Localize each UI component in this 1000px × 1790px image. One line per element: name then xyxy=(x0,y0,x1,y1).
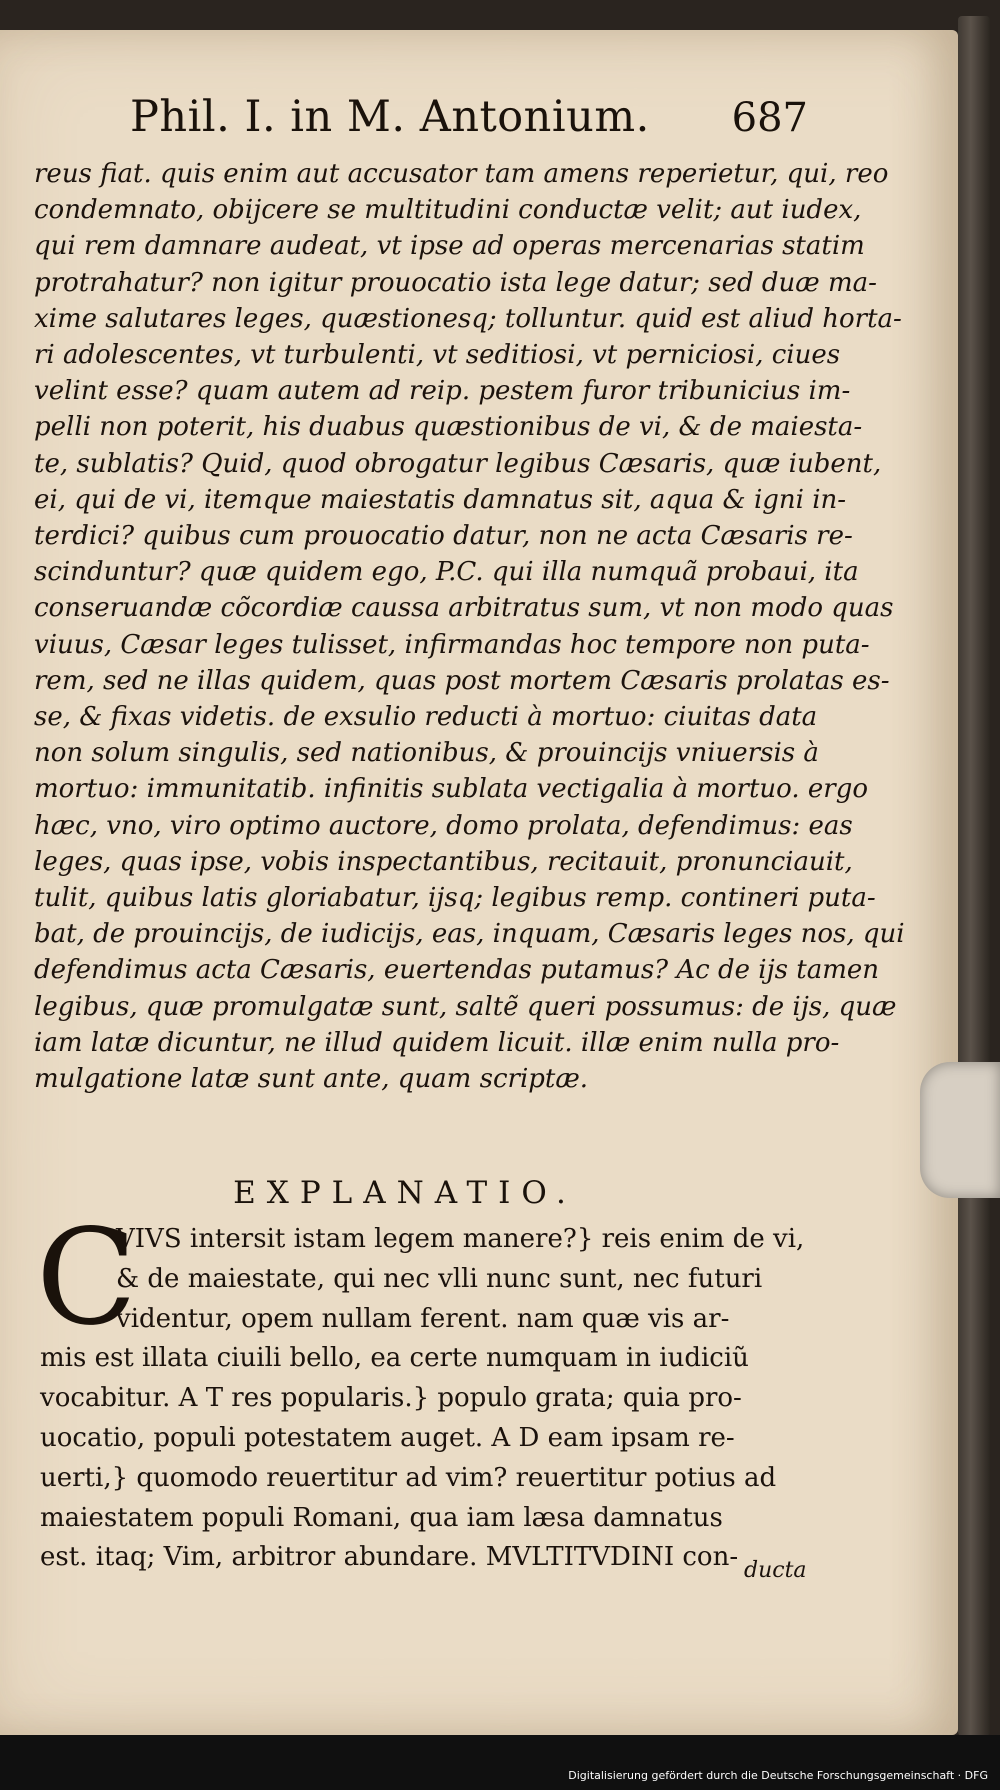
commentary-line: & de maiestate, qui nec vlli nunc sunt, nec futuri xyxy=(116,1263,763,1294)
text-line: te, sublatis? Quid, quod obrogatur legibus Cæsaris, quæ iubent, xyxy=(34,448,882,479)
commentary-line: uerti,} quomodo reuertitur ad vim? reuertitur potius ad xyxy=(40,1462,777,1493)
page-number: 687 xyxy=(731,95,808,141)
commentary-line: vocabitur. A T res popularis.} populo grata; quia pro- xyxy=(40,1383,742,1414)
commentary-line: est. itaq; Vim, arbitror abundare. MVLTITVDINI con- xyxy=(40,1542,739,1573)
section-heading: EXPLANATIO. xyxy=(233,1175,577,1211)
page-clasp xyxy=(920,1062,1000,1198)
text-line: xime salutares leges, quæstionesq; tolluntur. quid est aliud horta- xyxy=(34,303,902,334)
commentary-line: VIVS intersit istam legem manere?} reis enim de vi, xyxy=(116,1224,805,1254)
text-line: defendimus acta Cæsaris, euertendas putamus? Ac de ijs tamen xyxy=(34,955,879,986)
running-title: Phil. I. in M. Antonium. xyxy=(130,92,650,142)
text-line: non solum singulis, sed nationibus, & prouincijs vniuersis à xyxy=(34,738,819,769)
text-line: ri adolescentes, vt turbulenti, vt seditiosi, vt perniciosi, ciues xyxy=(34,340,841,371)
book-edge xyxy=(958,16,990,1736)
text-line: conseruandæ cõcordiæ caussa arbitratus sum, vt non modo quas xyxy=(34,593,894,624)
text-line: iam latæ dicuntur, ne illud quidem licuit. illæ enim nulla pro- xyxy=(34,1027,840,1058)
commentary-text xyxy=(40,1220,805,1578)
text-line: qui rem damnare audeat, vt ipse ad operas mercenarias statim xyxy=(34,231,865,262)
text-line: pelli non poterit, his duabus quæstionibus de vi, & de maiesta- xyxy=(34,412,863,443)
text-line: ei, qui de vi, itemque maiestatis damnatus sit, aqua & igni in- xyxy=(34,484,847,515)
text-line: mulgatione latæ sunt ante, quam scriptæ. xyxy=(34,1064,589,1095)
text-line: velint esse? quam autem ad reip. pestem furor tribunicius im- xyxy=(34,376,851,407)
text-line: reus fiat. quis enim aut accusator tam amens reperietur, qui, reo xyxy=(34,159,889,189)
commentary-line: videntur, opem nullam ferent. nam quæ vis ar- xyxy=(116,1303,730,1334)
text-line: condemnato, obijcere se multitudini conductæ velit; aut iudex, xyxy=(34,195,862,226)
text-line: leges, quas ipse, vobis inspectantibus, recitauit, pronunciauit, xyxy=(34,846,853,877)
commentary-line: mis est illata ciuili bello, ea certe numquam in iudiciũ xyxy=(40,1343,749,1374)
text-line: viuus, Cæsar leges tulisset, infirmandas hoc tempore non puta- xyxy=(34,629,870,660)
running-header xyxy=(130,92,808,142)
commentary-line: maiestatem populi Romani, qua iam læsa damnatus xyxy=(40,1502,723,1533)
footer-bar xyxy=(0,1735,1000,1790)
digitization-credit: Digitalisierung gefördert durch die Deutsche Forschungsgemeinschaft · DFG xyxy=(568,1769,988,1782)
text-line: hæc, vno, viro optimo auctore, domo prolata, defendimus: eas xyxy=(34,810,853,841)
text-line: protrahatur? non igitur prouocatio ista lege datur; sed duæ ma- xyxy=(34,267,877,298)
drop-capital: C xyxy=(36,1201,137,1355)
commentary-line: uocatio, populi potestatem auget. A D eam ipsam re- xyxy=(40,1422,735,1453)
catchword: ducta xyxy=(744,1558,807,1583)
text-line: se, & fixas videtis. de exsulio reducti à mortuo: ciuitas data xyxy=(34,702,818,733)
text-line: terdici? quibus cum prouocatio datur, non ne acta Cæsaris re- xyxy=(34,521,853,552)
main-text xyxy=(34,156,905,1097)
text-line: mortuo: immunitatib. infinitis sublata vectigalia à mortuo. ergo xyxy=(34,774,868,805)
text-line: scinduntur? quæ quidem ego, P.C. qui illa numquã probaui, ita xyxy=(34,557,859,588)
text-line: legibus, quæ promulgatæ sunt, saltẽ queri possumus: de ijs, quæ xyxy=(34,991,897,1022)
text-line: bat, de prouincijs, de iudicijs, eas, inquam, Cæsaris leges nos, qui xyxy=(34,919,905,950)
text-line: tulit, quibus latis gloriabatur, ijsq; legibus remp. contineri puta- xyxy=(34,883,876,914)
text-line: rem, sed ne illas quidem, quas post mortem Cæsaris prolatas es- xyxy=(34,665,890,696)
